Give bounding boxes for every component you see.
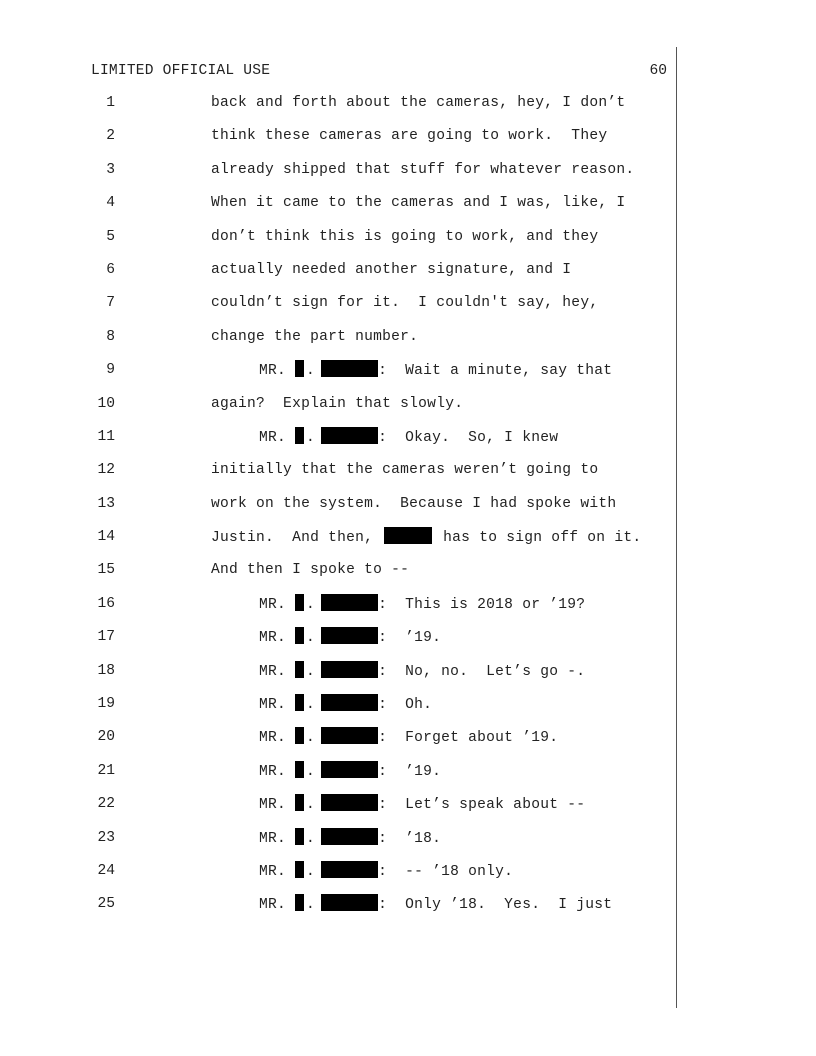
transcript-line — [0, 494, 680, 527]
redacted-initial — [295, 794, 304, 811]
transcript-line — [0, 828, 680, 861]
redacted-surname — [321, 761, 378, 778]
transcript-line — [0, 727, 680, 760]
transcript-line — [0, 527, 680, 560]
transcript-line — [0, 460, 680, 493]
line-text: ’19. — [387, 763, 442, 780]
line-text: No, no. Let’s go -. — [387, 663, 586, 680]
line-number: 12 — [97, 462, 115, 479]
redacted-surname — [321, 594, 378, 611]
transcript-line — [0, 794, 680, 827]
line-number: 6 — [106, 261, 115, 278]
line-number: 25 — [97, 896, 115, 913]
line-text: back and forth about the cameras, hey, I don’t — [211, 95, 626, 111]
speaker-line: MR. . : -- ’18 only. — [259, 861, 513, 882]
speaker-prefix: MR. — [259, 697, 287, 714]
line-text: This is 2018 or ’19? — [387, 596, 586, 613]
line-text: Okay. So, I knew — [387, 429, 559, 446]
speaker-line: MR. . : No, no. Let’s go -. — [259, 661, 585, 682]
line-number: 8 — [106, 328, 115, 345]
redacted-initial — [295, 828, 304, 845]
speaker-prefix: MR. — [259, 897, 287, 914]
speaker-prefix: MR. — [259, 363, 287, 380]
transcript-line — [0, 894, 680, 927]
redacted-initial — [295, 727, 304, 744]
speaker-prefix: MR. — [259, 830, 287, 847]
line-text — [211, 527, 641, 548]
line-number: 5 — [106, 228, 115, 245]
transcript-line — [0, 394, 680, 427]
transcript-line — [0, 327, 680, 360]
line-number: 14 — [97, 529, 115, 546]
line-number: 10 — [97, 395, 115, 412]
redacted-surname — [321, 861, 378, 878]
page-number: 60 — [649, 63, 667, 79]
redacted-initial — [295, 627, 304, 644]
line-text: work on the system. Because I had spoke with — [211, 495, 617, 512]
line-number: 1 — [106, 95, 115, 111]
speaker-prefix: MR. — [259, 763, 287, 780]
line-number: 22 — [97, 796, 115, 813]
transcript-line — [0, 360, 680, 393]
redacted-initial — [295, 661, 304, 678]
transcript-line — [0, 93, 680, 126]
line-number: 19 — [97, 696, 115, 713]
redacted-surname — [321, 828, 378, 845]
transcript-lines — [0, 93, 680, 928]
line-text: ’19. — [387, 630, 442, 647]
redacted-initial — [295, 894, 304, 911]
transcript-line — [0, 260, 680, 293]
speaker-line: MR. . : This is 2018 or ’19? — [259, 594, 585, 615]
redacted-surname — [321, 661, 378, 678]
line-text: already shipped that stuff for whatever reason. — [211, 161, 635, 178]
transcript-line — [0, 227, 680, 260]
speaker-line: MR. . : Only ’18. Yes. I just — [259, 894, 612, 915]
line-number: 2 — [106, 128, 115, 145]
speaker-line: MR. . : ’18. — [259, 828, 441, 849]
line-number: 13 — [97, 495, 115, 512]
redacted-surname — [321, 360, 378, 377]
speaker-prefix: MR. — [259, 630, 287, 647]
speaker-line: MR. . : Forget about ’19. — [259, 727, 558, 748]
speaker-line: MR. . : Let’s speak about -- — [259, 794, 585, 815]
speaker-prefix: MR. — [259, 797, 287, 814]
line-text: And then I spoke to -- — [211, 562, 410, 579]
transcript-line — [0, 160, 680, 193]
redacted-surname — [321, 694, 378, 711]
speaker-line: MR. . : ’19. — [259, 627, 441, 648]
line-number: 15 — [97, 562, 115, 579]
speaker-line: MR. . : Wait a minute, say that — [259, 360, 612, 381]
line-number: 4 — [106, 195, 115, 212]
transcript-line — [0, 694, 680, 727]
redacted-name — [384, 527, 432, 544]
line-number: 18 — [97, 662, 115, 679]
speaker-line: MR. . : Okay. So, I knew — [259, 427, 558, 448]
transcript-line — [0, 126, 680, 159]
redacted-surname — [321, 427, 378, 444]
line-text: again? Explain that slowly. — [211, 395, 464, 412]
page-header — [91, 62, 667, 80]
line-text-after: has to sign off on it. — [443, 530, 642, 547]
transcript-line — [0, 427, 680, 460]
line-text: Forget about ’19. — [387, 730, 559, 747]
line-number: 24 — [97, 862, 115, 879]
transcript-line — [0, 560, 680, 593]
line-text: couldn’t sign for it. I couldn't say, hey, — [211, 295, 599, 312]
line-number: 11 — [97, 428, 115, 445]
line-number: 9 — [106, 362, 115, 379]
transcript-line — [0, 594, 680, 627]
line-text: Only ’18. Yes. I just — [387, 897, 613, 914]
redacted-initial — [295, 360, 304, 377]
speaker-prefix: MR. — [259, 863, 287, 880]
transcript-line — [0, 861, 680, 894]
redacted-initial — [295, 594, 304, 611]
transcript-line — [0, 627, 680, 660]
line-text: change the part number. — [211, 328, 419, 345]
redacted-surname — [321, 894, 378, 911]
line-text: Let’s speak about -- — [387, 797, 586, 814]
redacted-initial — [295, 761, 304, 778]
line-text: initially that the cameras weren’t going to — [211, 462, 599, 479]
line-number: 20 — [97, 729, 115, 746]
redacted-surname — [321, 727, 378, 744]
speaker-prefix: MR. — [259, 730, 287, 747]
redacted-initial — [295, 861, 304, 878]
classification-label: LIMITED OFFICIAL USE — [91, 63, 271, 79]
line-text: think these cameras are going to work. They — [211, 128, 608, 145]
redacted-initial — [295, 427, 304, 444]
line-number: 7 — [106, 295, 115, 312]
speaker-prefix: MR. — [259, 663, 287, 680]
line-number: 16 — [97, 595, 115, 612]
line-text: When it came to the cameras and I was, like, I — [211, 195, 626, 212]
speaker-prefix: MR. — [259, 429, 287, 446]
line-text-before: Justin. And then, — [211, 530, 374, 547]
line-text: actually needed another signature, and I — [211, 261, 572, 278]
transcript-line — [0, 661, 680, 694]
redacted-surname — [321, 794, 378, 811]
line-text: Wait a minute, say that — [387, 363, 613, 380]
transcript-line — [0, 761, 680, 794]
line-number: 17 — [97, 629, 115, 646]
speaker-prefix: MR. — [259, 596, 287, 613]
redacted-initial — [295, 694, 304, 711]
line-text: Oh. — [387, 697, 433, 714]
transcript-line — [0, 193, 680, 226]
line-text: ’18. — [387, 830, 442, 847]
line-number: 21 — [97, 762, 115, 779]
line-number: 23 — [97, 829, 115, 846]
speaker-line: MR. . : ’19. — [259, 761, 441, 782]
redacted-surname — [321, 627, 378, 644]
line-text: don’t think this is going to work, and they — [211, 228, 599, 245]
speaker-line: MR. . : Oh. — [259, 694, 432, 715]
line-text: -- ’18 only. — [387, 863, 514, 880]
line-number: 3 — [106, 161, 115, 178]
transcript-line — [0, 293, 680, 326]
